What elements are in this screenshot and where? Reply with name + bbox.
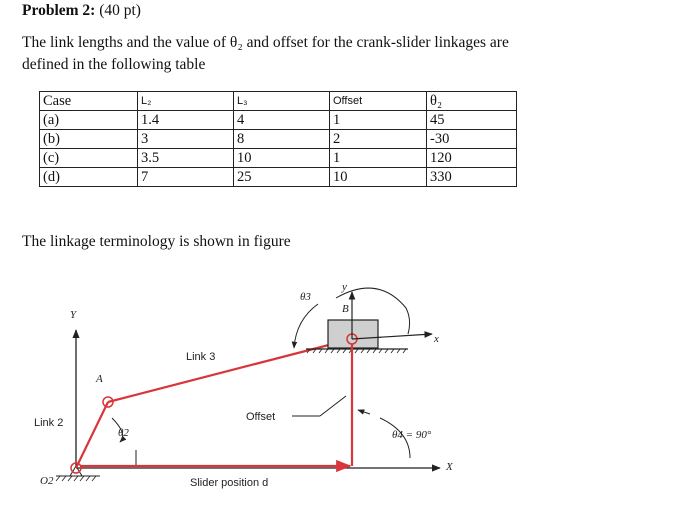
parameters-table (39, 91, 517, 187)
link2-line (76, 402, 108, 468)
table-row (40, 111, 517, 130)
theta2-label: θ2 (118, 427, 129, 439)
cell-case: (a) (40, 111, 138, 130)
header-l2: L₂ (138, 92, 234, 111)
theta3-label: θ3 (300, 291, 311, 303)
header-l3: L₃ (234, 92, 330, 111)
cell-l2: 7 (138, 168, 234, 187)
cell-l3: 10 (234, 149, 330, 168)
header-offset: Offset (330, 92, 427, 111)
table-row (40, 149, 517, 168)
problem-title (22, 2, 141, 20)
table-row (40, 168, 517, 187)
problem-label: Problem 2: (22, 2, 96, 19)
cell-l2: 3 (138, 130, 234, 149)
link3-label: Link 3 (186, 351, 216, 363)
theta4-label: θ4 = 90° (392, 429, 432, 441)
cell-offset: 1 (330, 149, 427, 168)
intro-line-2: defined in the following table (22, 56, 206, 73)
x-axis-label: X (446, 461, 453, 473)
cell-l3: 4 (234, 111, 330, 130)
table-header-row (40, 92, 517, 111)
cell-case: (b) (40, 130, 138, 149)
y-axis-small-label: y (342, 281, 347, 293)
cell-theta2: 120 (427, 149, 517, 168)
cell-l3: 25 (234, 168, 330, 187)
cell-l2: 3.5 (138, 149, 234, 168)
intro-line-1: The link lengths and the value of θ₂ and offset for the crank-slider linkages are (22, 34, 509, 51)
point-a-label: A (96, 373, 103, 385)
cell-l3: 8 (234, 130, 330, 149)
cell-l2: 1.4 (138, 111, 234, 130)
o2-label: O2 (40, 475, 54, 487)
cell-case: (c) (40, 149, 138, 168)
cell-theta2: -30 (427, 130, 517, 149)
cell-offset: 2 (330, 130, 427, 149)
table-row (40, 130, 517, 149)
header-case: Case (40, 92, 138, 111)
point-b-label: B (342, 303, 349, 315)
cell-theta2: 330 (427, 168, 517, 187)
x-axis-small-label: x (434, 333, 439, 345)
theta3-arc-left (294, 304, 318, 348)
cell-case: (d) (40, 168, 138, 187)
cell-theta2: 45 (427, 111, 517, 130)
cell-offset: 10 (330, 168, 427, 187)
problem-points: (40 pt) (99, 2, 141, 19)
header-theta2: θ₂ (427, 92, 517, 111)
offset-leader (320, 396, 346, 416)
terminology-text: The linkage terminology is shown in figure (22, 233, 291, 250)
crank-slider-figure (0, 262, 700, 512)
cell-offset: 1 (330, 111, 427, 130)
link2-label: Link 2 (34, 417, 64, 429)
y-axis-left-label: Y (70, 309, 77, 321)
offset-label: Offset (246, 411, 276, 423)
slider-ground (307, 349, 406, 353)
slider-position-label: Slider position d (190, 477, 269, 489)
